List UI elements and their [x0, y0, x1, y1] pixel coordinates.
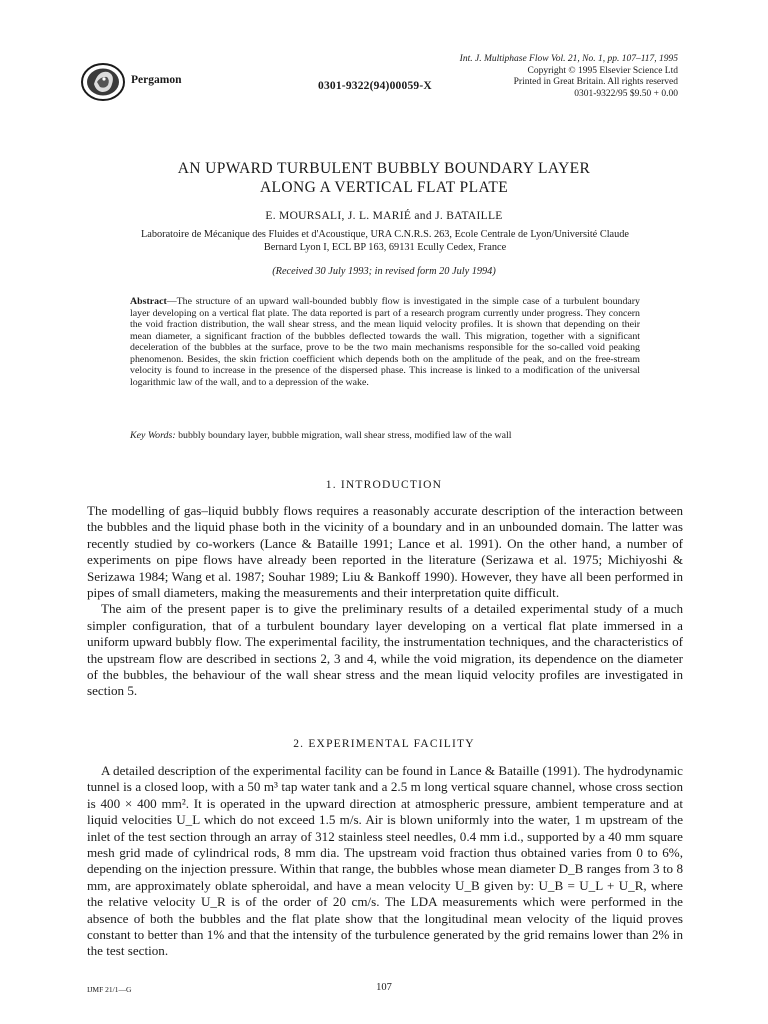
received-dates: (Received 30 July 1993; in revised form 20 July 1994) [272, 266, 496, 277]
section-2-paragraph-1: A detailed description of the experimental facility can be found in Lance & Bataille (1991). The hydrodynamic tunnel is a closed loop, with a 50 m³ tap water tank and a 2.5 m long vertical square channel, whose cross section is 400 × 400 mm². It is operated in the upward direction at atmospheric pressure, ambient temperature and at liquid velocities U_L which do not exceed 1.5 m/s. Air is blown uniformly into the water, 1 m upstream of the inlet of the test section through an array of 312 stainless steel needles, 0.4 mm i.d., supported by a 40 mm square mesh grid made of cylindrical rods, 8 mm dia. The upstream void fraction thus obtained varies from 0 to 6%, depending on the injection pressure. Within that range, the bubbles whose mean diameter D_B ranges from 3 to 8 mm, are approximately oblate spheroidal, and have a mean velocity U_B given by: U_B = U_L + U_R, where the relative velocity U_R is of the order of 20 cm/s. The LDA measurements which were performed in the absence of both the bubbles and the flat plate show that the longitudinal mean velocity of the liquid proves constant to better than 1% and that the intensity of the turbulence generated by the grid remains lower than 2% in the test section. [87, 763, 683, 959]
printed-line: Printed in Great Britain. All rights reserved [513, 77, 678, 87]
footer-code: IJMF 21/1—G [87, 985, 132, 994]
paper-title [0, 159, 768, 197]
section-1-paragraph-2: The aim of the present paper is to give the preliminary results of a detailed experimental study of a much simpler configuration, that of a turbulent boundary layer developing on a vertical flat plate immersed in a uniform upward bubbly flow. The experimental facility, the instrumentation techniques, and the characteristics of the upstream flow are described in sections 2, 3 and 4, while the void migration, its dependence on the diameter of the bubbles, the behaviour of the wall shear stress and the mean liquid velocity profiles are investigated in section 5. [87, 601, 683, 699]
article-code: 0301-9322(94)00059-X [318, 80, 432, 92]
journal-line: Int. J. Multiphase Flow Vol. 21, No. 1, pp. 107–117, 1995 [459, 54, 678, 64]
section-1-paragraph-1: The modelling of gas–liquid bubbly flows requires a reasonably accurate description of the interaction between the bubbles and the liquid phase both in the vicinity of a boundary and in an unbounded domain. The latter was recently studied by co-workers (Lance & Bataille 1991; Lance et al. 1991). On the other hand, a number of experiments on pipe flows have already been reported in the literature (Serizawa et al. 1975; Michiyoshi & Serizawa 1984; Wang et al. 1987; Souhar 1989; Liu & Bankoff 1990). However, they have all been performed in pipes of small diameters, making the measurements and their interpretation quite difficult. [87, 503, 683, 601]
keywords-label: Key Words: [130, 430, 176, 441]
affiliation: Laboratoire de Mécanique des Fluides et d'Acoustique, URA C.N.R.S. 263, Ecole Centrale de Lyon/Université Claude Bernard Lyon I, ECL BP 163, 69131 Ecully Cedex, France [141, 229, 629, 253]
price-line: 0301-9322/95 $9.50 + 0.00 [574, 88, 678, 99]
pergamon-logo-icon [80, 62, 126, 102]
section-2-body [87, 763, 683, 960]
title-line-2: ALONG A VERTICAL FLAT PLATE [259, 179, 509, 196]
section-1-heading: 1. INTRODUCTION [325, 479, 443, 491]
keywords [130, 430, 640, 441]
keywords-text: bubbly boundary layer, bubble migration, wall shear stress, modified law of the wall [175, 430, 512, 441]
section-1-body [87, 503, 683, 700]
authors: E. MOURSALI, J. L. MARIÉ and J. BATAILLE [265, 210, 503, 222]
abstract-text: —The structure of an upward wall-bounded bubbly flow is investigated in the simple case of a turbulent boundary layer developing on a vertical flat plate. The data reported is part of a research program currently under progress. They concern the void fraction distribution, the wall shear stress, and the mean liquid velocity profiles. It is shown that depending on their mean diameter, a significant fraction of the bubbles deflected towards the wall. This migration, together with a significant deceleration of the bubbles at the surface, prove to be the two main mechanisms responsible for the so-called void peaking phenomenon. Besides, the skin friction coefficient which depends both on the amplitude of the peak, and on the free-stream velocity is found to increase in the presence of the dispersed phase. This increase is linked to a modification of the universal logarithmic law of the wall, and to a depression of the wake. [130, 296, 640, 388]
section-2-heading: 2. EXPERIMENTAL FACILITY [293, 738, 475, 750]
publisher-name: Pergamon [131, 74, 182, 86]
page-number: 107 [376, 982, 392, 993]
abstract-label: Abstract [130, 296, 167, 307]
abstract [130, 296, 640, 388]
journal-info [460, 54, 678, 100]
copyright-line: Copyright © 1995 Elsevier Science Ltd [527, 65, 678, 76]
title-line-1: AN UPWARD TURBULENT BUBBLY BOUNDARY LAYER [177, 160, 591, 177]
